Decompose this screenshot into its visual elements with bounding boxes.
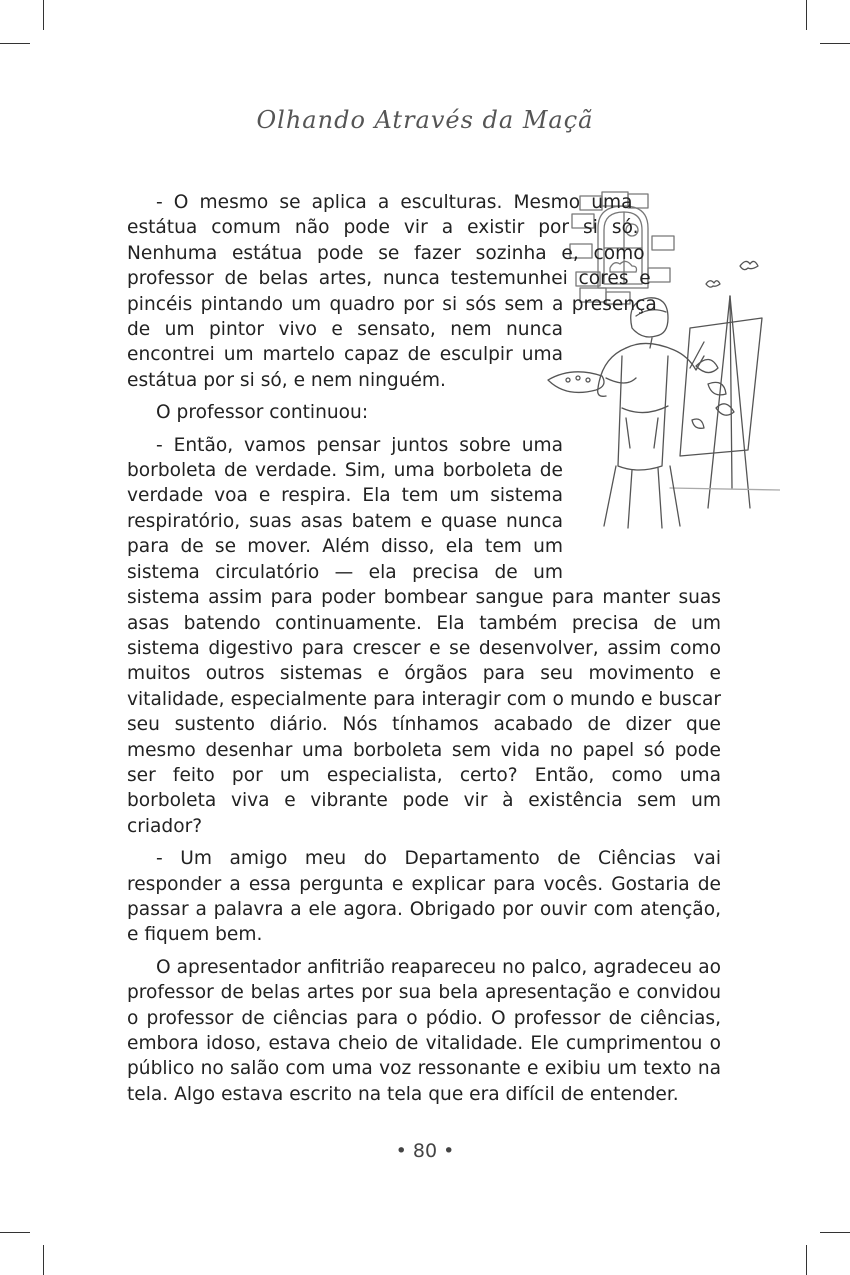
crop-mark [806,1245,807,1275]
paragraph: - O mesmo se aplica a esculturas. Mesmo uma estátua comum não pode vir a existir por si só. Nenhuma estátua pode se fazer sozinha e, como professor de belas artes, nunca testemunhei cores e pincéis pintando um quadro por si sós sem a presença de um pintor vivo e sensato, nem nunca encontrei um martelo capaz de esculpir uma estátua por si só, e nem ninguém. [127,192,657,391]
running-title: Olhando Através da Maçã [256,106,594,134]
paragraph: - Um amigo meu do Departamento de Ciências vai responder a essa pergunta e explicar para vocês. Gostaria de passar a palavra a ele agora. Obrigado por ouvir com atenção, e fiquem bem. [127,848,721,946]
paragraph: O apresentador anfitrião reapareceu no palco, agradeceu ao professor de belas artes por sua bela apresentação e convidou o professor de ciências para o pódio. O professor de ciências, embora idoso, estava cheio de vitalidade. Ele cumprimentou o público no salão com uma voz ressonante e exibiu um texto na tela. Algo estava escrito na tela que era difícil de entender. [127,956,721,1105]
body-text [127,190,721,1114]
crop-mark [0,43,30,44]
crop-mark [0,1232,30,1233]
page-number: • 80 • [395,1140,455,1162]
crop-mark [820,1232,850,1233]
running-head [0,106,850,134]
crop-mark [43,0,44,30]
paragraph: - Então, vamos pensar juntos sobre uma borboleta de verdade. Sim, uma borboleta de verdade voa e respira. Ela tem um sistema respiratório, suas asas batem e quase nunca para de se mover. Além disso, ela tem um sistema circulatório — ela precisa de um sistema assim para poder bombear sangue para manter suas asas batendo continuamente. Ela também precisa de um sistema digestivo para crescer e se desenvolver, assim como muitos outros sistemas e órgãos para seu movimento e vitalidade, especialmente para interagir com o mundo e buscar seu sustento diário. Nós tínhamos acabado de dizer que mesmo desenhar uma borboleta sem vida no papel só pode ser feito por um especialista, certo? Então, como uma borboleta viva e vibrante pode vir à existência sem um criador? [127,434,721,837]
crop-mark [806,0,807,30]
crop-mark [43,1245,44,1275]
crop-mark [820,43,850,44]
paragraph: O professor continuou: [156,402,369,424]
